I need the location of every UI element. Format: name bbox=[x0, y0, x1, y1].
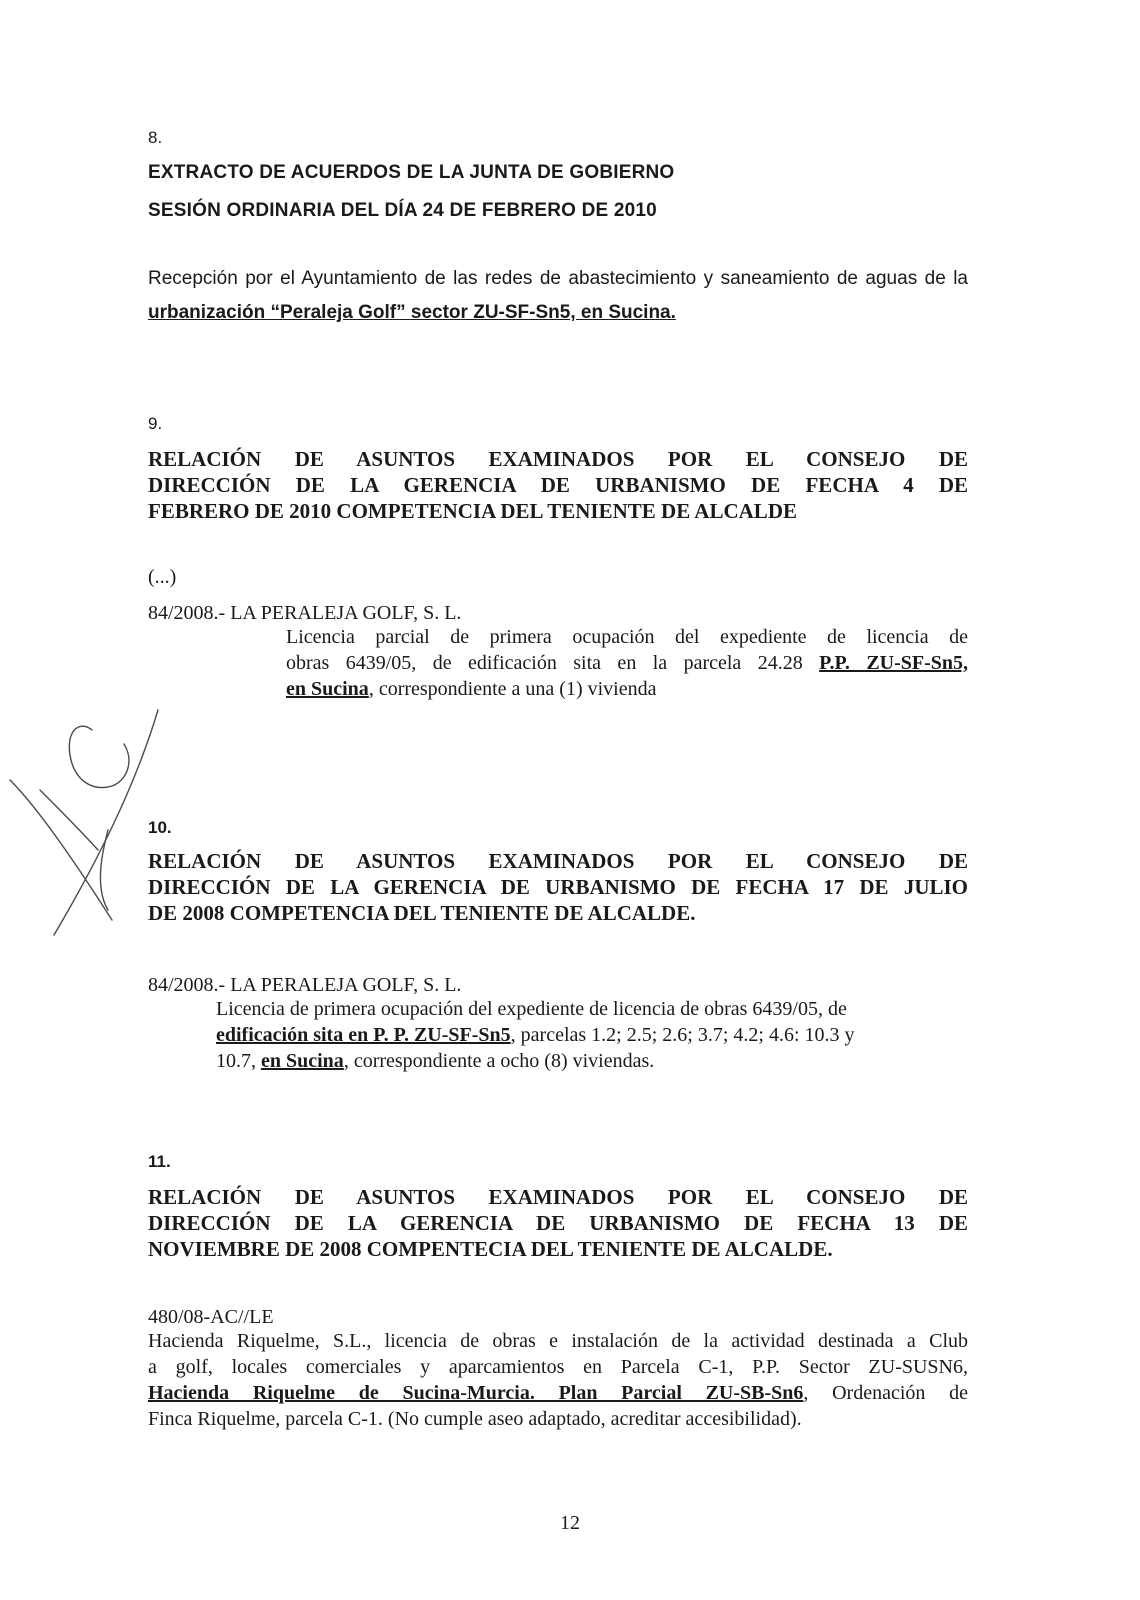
ellipsis: (...) bbox=[148, 566, 177, 588]
underlined-location: en Sucina bbox=[286, 678, 369, 700]
file-reference: 84/2008.- LA PERALEJA GOLF, S. L. bbox=[148, 974, 462, 996]
underlined-location: edificación sita en P. P. ZU-SF-Sn5 bbox=[216, 1024, 511, 1046]
section-subtitle: SESIÓN ORDINARIA DEL DÍA 24 DE FEBRERO DE 2010 bbox=[148, 200, 657, 221]
description-text: , correspondiente a una (1) vivienda bbox=[368, 678, 657, 700]
file-reference: 480/08-AC//LE bbox=[148, 1306, 274, 1328]
section-heading bbox=[148, 848, 968, 926]
description-line bbox=[148, 1380, 968, 1406]
item-description bbox=[148, 1328, 968, 1432]
heading-line: RELACIÓN DE ASUNTOS EXAMINADOS POR EL CONSEJO DE bbox=[148, 849, 968, 873]
item-description bbox=[286, 624, 968, 702]
description-line bbox=[216, 1022, 968, 1048]
description-line bbox=[286, 650, 968, 676]
description-text: , Ordenación de bbox=[803, 1382, 968, 1404]
description-text: , correspondiente a ocho (8) viviendas. bbox=[343, 1050, 655, 1072]
underlined-location: urbanización “Peraleja Golf” sector ZU-SF-Sn5, en Sucina. bbox=[148, 302, 676, 323]
underlined-location: Hacienda Riquelme de Sucina-Murcia. Plan Parcial ZU-SB-Sn6 bbox=[148, 1382, 804, 1404]
description-line: Hacienda Riquelme, S.L., licencia de obras e instalación de la actividad destinada a Club bbox=[148, 1330, 968, 1352]
description-text: 10.7, bbox=[216, 1050, 261, 1072]
heading-line: FEBRERO DE 2010 COMPETENCIA DEL TENIENTE DE ALCALDE bbox=[148, 499, 797, 523]
underlined-location: P.P. ZU-SF-Sn5, bbox=[819, 652, 969, 674]
file-reference: 84/2008.- LA PERALEJA GOLF, S. L. bbox=[148, 602, 462, 624]
section-number: 10. bbox=[148, 818, 172, 837]
section-title: EXTRACTO DE ACUERDOS DE LA JUNTA DE GOBIERNO bbox=[148, 162, 675, 183]
item-description bbox=[216, 996, 968, 1074]
heading-line: NOVIEMBRE DE 2008 COMPENTECIA DEL TENIENTE DE ALCALDE. bbox=[148, 1237, 833, 1261]
section-paragraph bbox=[148, 262, 968, 330]
section-number: 8. bbox=[148, 128, 163, 147]
heading-line: DIRECCIÓN DE LA GERENCIA DE URBANISMO DE FECHA 17 DE JULIO bbox=[148, 875, 968, 899]
description-text: , parcelas 1.2; 2.5; 2.6; 3.7; 4.2; 4.6: 10.3 y bbox=[510, 1024, 855, 1046]
heading-line: DE 2008 COMPETENCIA DEL TENIENTE DE ALCALDE. bbox=[148, 901, 696, 925]
section-number: 9. bbox=[148, 414, 163, 433]
description-line bbox=[286, 676, 968, 702]
section-number: 11. bbox=[148, 1152, 171, 1171]
heading-line: DIRECCIÓN DE LA GERENCIA DE URBANISMO DE FECHA 13 DE bbox=[148, 1211, 968, 1235]
heading-line: DIRECCIÓN DE LA GERENCIA DE URBANISMO DE FECHA 4 DE bbox=[148, 473, 968, 497]
section-heading bbox=[148, 1184, 968, 1262]
paragraph-text: Recepción por el Ayuntamiento de las redes de abastecimiento y saneamiento de aguas de la bbox=[148, 268, 968, 289]
heading-line: RELACIÓN DE ASUNTOS EXAMINADOS POR EL CONSEJO DE bbox=[148, 1185, 968, 1209]
underlined-location: en Sucina bbox=[261, 1050, 344, 1072]
page-number: 12 bbox=[560, 1512, 580, 1534]
description-line: a golf, locales comerciales y aparcamientos en Parcela C-1, P.P. Sector ZU-SUSN6, bbox=[148, 1356, 968, 1378]
description-line: Finca Riquelme, parcela C-1. (No cumple aseo adaptado, acreditar accesibilidad). bbox=[148, 1408, 802, 1430]
section-heading bbox=[148, 446, 968, 524]
description-line: Licencia parcial de primera ocupación del expediente de licencia de bbox=[286, 626, 968, 648]
description-line: Licencia de primera ocupación del expediente de licencia de obras 6439/05, de bbox=[216, 998, 847, 1020]
description-line bbox=[216, 1048, 968, 1074]
heading-line: RELACIÓN DE ASUNTOS EXAMINADOS POR EL CONSEJO DE bbox=[148, 447, 968, 471]
description-text: obras 6439/05, de edificación sita en la parcela 24.28 bbox=[286, 652, 820, 674]
